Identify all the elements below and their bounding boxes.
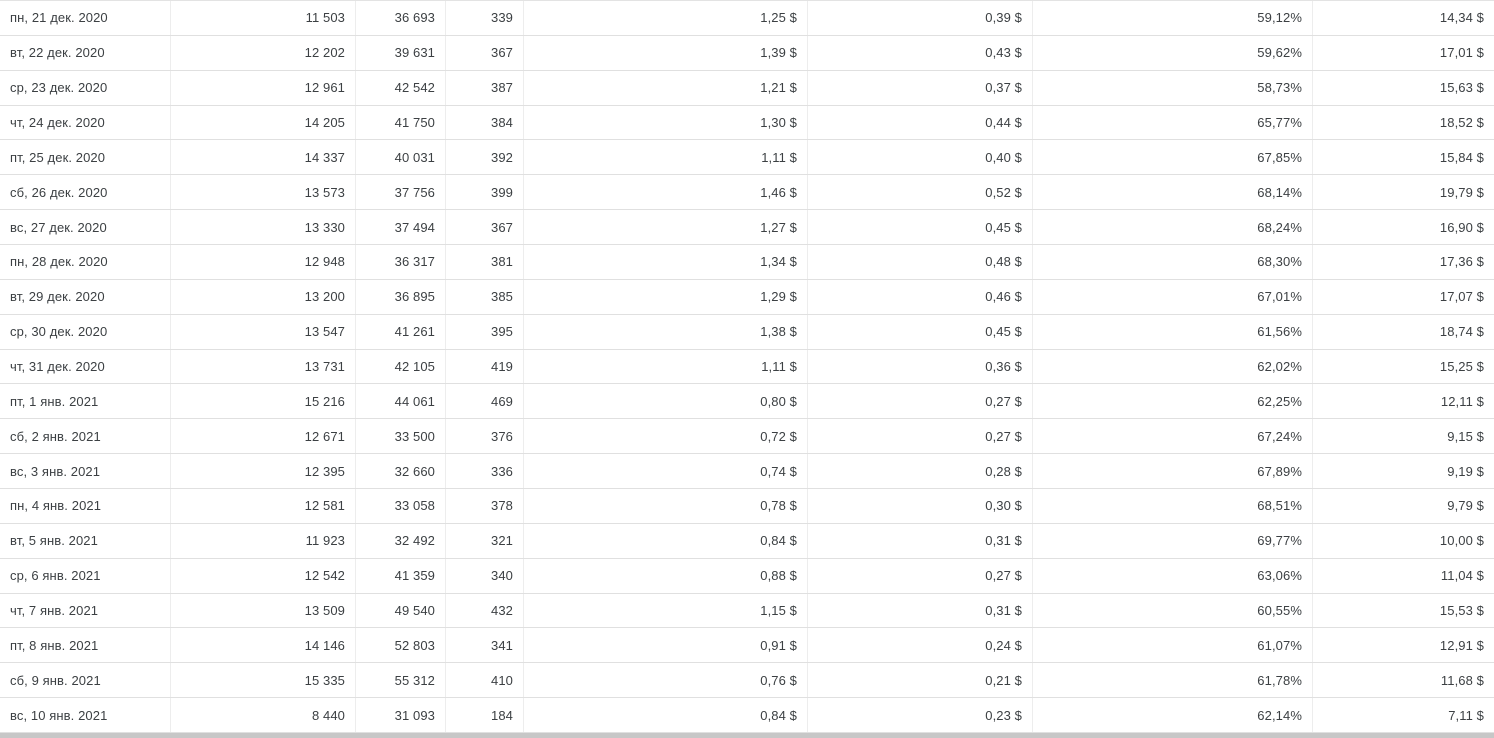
metric-cell-4: 0,76 $ bbox=[524, 663, 808, 697]
metric-cell-5: 0,37 $ bbox=[808, 71, 1033, 105]
metric-cell-4: 1,29 $ bbox=[524, 280, 808, 314]
table-row bbox=[0, 489, 1494, 524]
table-row bbox=[0, 315, 1494, 350]
metric-cell-1: 15 335 bbox=[171, 663, 356, 697]
metric-cell-5: 0,27 $ bbox=[808, 419, 1033, 453]
table-row bbox=[0, 524, 1494, 559]
metric-cell-7: 18,74 $ bbox=[1439, 324, 1484, 340]
metric-cell-3: 184 bbox=[446, 698, 524, 732]
metric-cell-5: 0,45 $ bbox=[808, 210, 1033, 244]
metric-cell-2: 33 500 bbox=[356, 419, 446, 453]
table-row bbox=[0, 71, 1494, 106]
table-row bbox=[0, 36, 1494, 71]
metric-cell-5: 0,36 $ bbox=[808, 350, 1033, 384]
metric-cell-1: 12 542 bbox=[171, 559, 356, 593]
metric-cell-3: 376 bbox=[446, 419, 524, 453]
table-row bbox=[0, 140, 1494, 175]
metric-cell-3: 367 bbox=[446, 210, 524, 244]
metric-cell-2: 32 492 bbox=[356, 524, 446, 558]
metric-cell-2: 32 660 bbox=[356, 454, 446, 488]
metric-cell-6: 67,01% bbox=[1033, 280, 1313, 314]
metric-cell-4: 1,15 $ bbox=[524, 594, 808, 628]
metric-cell-7: 10,00 $ bbox=[1439, 533, 1484, 549]
metric-cell-1: 11 923 bbox=[171, 524, 356, 558]
metric-cell-1: 14 337 bbox=[171, 140, 356, 174]
metric-cell-7: 9,19 $ bbox=[1447, 463, 1484, 479]
metric-cell-3: 340 bbox=[446, 559, 524, 593]
metric-cell-3: 395 bbox=[446, 315, 524, 349]
metric-cell-5: 0,21 $ bbox=[808, 663, 1033, 697]
metric-cell-3: 387 bbox=[446, 71, 524, 105]
date-cell: ср, 6 янв. 2021 bbox=[0, 559, 171, 593]
date-cell: ср, 30 дек. 2020 bbox=[0, 315, 171, 349]
metric-cell-7: 17,01 $ bbox=[1439, 45, 1484, 61]
metric-cell-4: 1,25 $ bbox=[524, 1, 808, 35]
table-row bbox=[0, 350, 1494, 385]
metric-cell-5: 0,27 $ bbox=[808, 559, 1033, 593]
metric-cell-4: 0,88 $ bbox=[524, 559, 808, 593]
metric-cell-1: 13 509 bbox=[171, 594, 356, 628]
metric-cell-6: 62,25% bbox=[1033, 384, 1313, 418]
date-cell: пт, 1 янв. 2021 bbox=[0, 384, 171, 418]
metric-cell-7: 17,07 $ bbox=[1439, 289, 1484, 305]
metric-cell-5: 0,30 $ bbox=[808, 489, 1033, 523]
metric-cell-1: 13 731 bbox=[171, 350, 356, 384]
metric-cell-2: 37 756 bbox=[356, 175, 446, 209]
metric-cell-3: 378 bbox=[446, 489, 524, 523]
table-row bbox=[0, 245, 1494, 280]
metric-cell-7: 18,52 $ bbox=[1439, 115, 1484, 130]
metric-cell-1: 14 146 bbox=[171, 628, 356, 662]
metric-cell-1: 15 216 bbox=[171, 384, 356, 418]
metric-cell-7: 15,25 $ bbox=[1439, 359, 1484, 375]
metric-cell-3: 336 bbox=[446, 454, 524, 488]
metric-cell-7: 11,68 $ bbox=[1440, 672, 1484, 688]
metric-cell-6: 61,78% bbox=[1033, 663, 1313, 697]
metric-cell-4: 1,21 $ bbox=[524, 71, 808, 105]
metric-cell-4: 0,78 $ bbox=[524, 489, 808, 523]
metric-cell-2: 42 542 bbox=[356, 71, 446, 105]
metric-cell-5: 0,43 $ bbox=[808, 36, 1033, 70]
metric-cell-7: 11,04 $ bbox=[1440, 568, 1484, 584]
metric-cell-2: 36 317 bbox=[356, 245, 446, 279]
metric-cell-5: 0,40 $ bbox=[808, 140, 1033, 174]
metric-cell-6: 58,73% bbox=[1033, 71, 1313, 105]
metric-cell-7: 12,91 $ bbox=[1439, 637, 1484, 653]
date-cell: чт, 7 янв. 2021 bbox=[0, 594, 171, 628]
metric-cell-3: 385 bbox=[446, 280, 524, 314]
metric-cell-5: 0,39 $ bbox=[808, 1, 1033, 35]
metric-cell-6: 59,12% bbox=[1033, 1, 1313, 35]
metric-cell-7: 15,84 $ bbox=[1439, 149, 1484, 165]
date-cell: чт, 24 дек. 2020 bbox=[0, 106, 171, 140]
metric-cell-6: 67,24% bbox=[1033, 419, 1313, 453]
table-row bbox=[0, 559, 1494, 594]
metric-cell-6: 61,07% bbox=[1033, 628, 1313, 662]
table-row bbox=[0, 698, 1494, 733]
metric-cell-4: 1,27 $ bbox=[524, 210, 808, 244]
table-row bbox=[0, 175, 1494, 210]
metric-cell-3: 392 bbox=[446, 140, 524, 174]
metric-cell-1: 11 503 bbox=[171, 1, 356, 35]
metric-cell-4: 1,34 $ bbox=[524, 245, 808, 279]
metric-cell-4: 0,80 $ bbox=[524, 384, 808, 418]
metric-cell-2: 49 540 bbox=[356, 594, 446, 628]
metric-cell-1: 13 200 bbox=[171, 280, 356, 314]
metric-cell-5: 0,45 $ bbox=[808, 315, 1033, 349]
date-cell: пн, 4 янв. 2021 bbox=[0, 489, 171, 523]
metric-cell-4: 1,30 $ bbox=[524, 106, 808, 140]
metric-cell-4: 0,84 $ bbox=[524, 698, 808, 732]
metric-cell-2: 31 093 bbox=[356, 698, 446, 732]
metric-cell-6: 67,89% bbox=[1033, 454, 1313, 488]
metric-cell-1: 12 395 bbox=[171, 454, 356, 488]
metric-cell-5: 0,28 $ bbox=[808, 454, 1033, 488]
metric-cell-4: 1,38 $ bbox=[524, 315, 808, 349]
metric-cell-7: 16,90 $ bbox=[1439, 219, 1484, 235]
date-cell: пн, 21 дек. 2020 bbox=[0, 1, 171, 35]
metric-cell-1: 14 205 bbox=[171, 106, 356, 140]
table-row bbox=[0, 663, 1494, 698]
metric-cell-6: 68,24% bbox=[1033, 210, 1313, 244]
table-row bbox=[0, 454, 1494, 489]
metric-cell-2: 41 261 bbox=[356, 315, 446, 349]
date-cell: чт, 31 дек. 2020 bbox=[0, 350, 171, 384]
metric-cell-3: 341 bbox=[446, 628, 524, 662]
metric-cell-2: 41 750 bbox=[356, 106, 446, 140]
metric-cell-2: 40 031 bbox=[356, 140, 446, 174]
metric-cell-6: 67,85% bbox=[1033, 140, 1313, 174]
metric-cell-6: 60,55% bbox=[1033, 594, 1313, 628]
date-cell: вт, 29 дек. 2020 bbox=[0, 280, 171, 314]
metric-cell-6: 62,14% bbox=[1033, 698, 1313, 732]
metric-cell-1: 12 202 bbox=[171, 36, 356, 70]
metric-cell-5: 0,48 $ bbox=[808, 245, 1033, 279]
metric-cell-2: 55 312 bbox=[356, 663, 446, 697]
table-row bbox=[0, 628, 1494, 663]
metric-cell-7: 14,34 $ bbox=[1439, 10, 1484, 26]
metric-cell-5: 0,27 $ bbox=[808, 384, 1033, 418]
metric-cell-2: 36 895 bbox=[356, 280, 446, 314]
metric-cell-2: 41 359 bbox=[356, 559, 446, 593]
metric-cell-3: 419 bbox=[446, 350, 524, 384]
date-cell: ср, 23 дек. 2020 bbox=[0, 71, 171, 105]
date-cell: вт, 5 янв. 2021 bbox=[0, 524, 171, 558]
metric-cell-6: 63,06% bbox=[1033, 559, 1313, 593]
metric-cell-6: 68,30% bbox=[1033, 245, 1313, 279]
metric-cell-4: 0,74 $ bbox=[524, 454, 808, 488]
date-cell: вт, 22 дек. 2020 bbox=[0, 36, 171, 70]
metric-cell-3: 469 bbox=[446, 384, 524, 418]
metric-cell-6: 68,14% bbox=[1033, 175, 1313, 209]
metric-cell-5: 0,31 $ bbox=[808, 524, 1033, 558]
table-row bbox=[0, 280, 1494, 315]
metric-cell-5: 0,44 $ bbox=[808, 106, 1033, 140]
metric-cell-3: 381 bbox=[446, 245, 524, 279]
metric-cell-5: 0,46 $ bbox=[808, 280, 1033, 314]
metric-cell-4: 1,11 $ bbox=[524, 350, 808, 384]
metric-cell-1: 12 671 bbox=[171, 419, 356, 453]
metric-cell-7: 19,79 $ bbox=[1439, 184, 1484, 200]
metric-cell-4: 0,91 $ bbox=[524, 628, 808, 662]
metric-cell-6: 68,51% bbox=[1033, 489, 1313, 523]
metric-cell-3: 432 bbox=[446, 594, 524, 628]
date-cell: пт, 25 дек. 2020 bbox=[0, 140, 171, 174]
date-cell: сб, 26 дек. 2020 bbox=[0, 175, 171, 209]
metric-cell-6: 59,62% bbox=[1033, 36, 1313, 70]
metric-cell-5: 0,23 $ bbox=[808, 698, 1033, 732]
metric-cell-2: 33 058 bbox=[356, 489, 446, 523]
metric-cell-4: 1,39 $ bbox=[524, 36, 808, 70]
table-row bbox=[0, 384, 1494, 419]
metric-cell-7: 9,15 $ bbox=[1447, 428, 1484, 444]
metric-cell-7: 15,63 $ bbox=[1439, 80, 1484, 96]
metric-cell-7: 7,11 $ bbox=[1448, 707, 1484, 723]
metric-cell-3: 384 bbox=[446, 106, 524, 140]
date-cell: сб, 9 янв. 2021 bbox=[0, 663, 171, 697]
metric-cell-3: 321 bbox=[446, 524, 524, 558]
metric-cell-2: 44 061 bbox=[356, 384, 446, 418]
date-cell: вс, 3 янв. 2021 bbox=[0, 454, 171, 488]
metric-cell-4: 0,84 $ bbox=[524, 524, 808, 558]
metric-cell-2: 42 105 bbox=[356, 350, 446, 384]
metric-cell-2: 39 631 bbox=[356, 36, 446, 70]
metric-cell-2: 36 693 bbox=[356, 1, 446, 35]
metric-cell-1: 13 330 bbox=[171, 210, 356, 244]
table-row bbox=[0, 106, 1494, 141]
metric-cell-6: 62,02% bbox=[1033, 350, 1313, 384]
metric-cell-1: 13 573 bbox=[171, 175, 356, 209]
metric-cell-6: 69,77% bbox=[1033, 524, 1313, 558]
date-cell: пт, 8 янв. 2021 bbox=[0, 628, 171, 662]
metric-cell-1: 13 547 bbox=[171, 315, 356, 349]
date-cell: вс, 27 дек. 2020 bbox=[0, 210, 171, 244]
metric-cell-1: 12 948 bbox=[171, 245, 356, 279]
table-row bbox=[0, 1, 1494, 36]
metric-cell-6: 65,77% bbox=[1033, 106, 1313, 140]
metric-cell-3: 399 bbox=[446, 175, 524, 209]
metric-cell-3: 367 bbox=[446, 36, 524, 70]
metric-cell-7: 15,53 $ bbox=[1439, 603, 1484, 619]
date-cell: сб, 2 янв. 2021 bbox=[0, 419, 171, 453]
metric-cell-5: 0,31 $ bbox=[808, 594, 1033, 628]
metric-cell-3: 410 bbox=[446, 663, 524, 697]
metric-cell-7: 9,79 $ bbox=[1447, 498, 1484, 514]
horizontal-scrollbar[interactable] bbox=[0, 733, 1494, 738]
metric-cell-4: 0,72 $ bbox=[524, 419, 808, 453]
date-cell: пн, 28 дек. 2020 bbox=[0, 245, 171, 279]
metric-cell-4: 1,11 $ bbox=[524, 140, 808, 174]
date-cell: вс, 10 янв. 2021 bbox=[0, 698, 171, 732]
metric-cell-7: 12,11 $ bbox=[1440, 393, 1484, 409]
metric-cell-1: 8 440 bbox=[171, 698, 356, 732]
metric-cell-1: 12 581 bbox=[171, 489, 356, 523]
metric-cell-7: 17,36 $ bbox=[1439, 254, 1484, 270]
metric-cell-1: 12 961 bbox=[171, 71, 356, 105]
metric-cell-6: 61,56% bbox=[1033, 315, 1313, 349]
metric-cell-5: 0,52 $ bbox=[808, 175, 1033, 209]
table-row bbox=[0, 594, 1494, 629]
metric-cell-2: 37 494 bbox=[356, 210, 446, 244]
metric-cell-3: 339 bbox=[446, 1, 524, 35]
metric-cell-2: 52 803 bbox=[356, 628, 446, 662]
metric-cell-4: 1,46 $ bbox=[524, 175, 808, 209]
table-row bbox=[0, 210, 1494, 245]
metric-cell-5: 0,24 $ bbox=[808, 628, 1033, 662]
table-row bbox=[0, 419, 1494, 454]
